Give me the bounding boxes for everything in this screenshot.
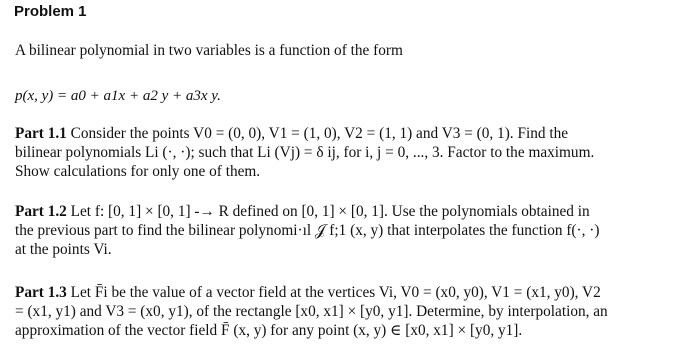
- part-1-1-line-2: bilinear polynomials Li (·, ·); such that Li (Vj) = δ ij, for i, j = 0, ..., 3. Factor to the maximum.: [15, 144, 595, 161]
- part-1-1-text-1: Consider the points V0 = (0, 0), V1 = (1, 0), V2 = (1, 1) and V3 = (0, 1). Find the: [70, 125, 569, 142]
- part-1-1-line-3: Show calculations for only one of them.: [15, 163, 261, 180]
- part-1-2-line-2: the previous part to find the bilinear polynomi·ıl 𝒥 f;1 (x, y) that interpolates the function f(·, ·): [15, 222, 600, 239]
- part-1-3-label: Part 1.3: [15, 284, 67, 301]
- part-1-2-line-1: [15, 203, 590, 221]
- part-1-2-line-3: at the points Vi.: [15, 241, 112, 258]
- part-1-2-label: Part 1.2: [15, 203, 67, 220]
- part-1-1-line-1: [15, 125, 568, 143]
- problem-title: Problem 1: [14, 3, 87, 20]
- part-1-1-label: Part 1.1: [15, 125, 67, 142]
- problem-intro: A bilinear polynomial in two variables is a function of the form: [15, 42, 403, 59]
- part-1-3-line-3: approximation of the vector field F̄ (x, y) for any point (x, y) ∈ [x0, x1] × [y0, y1].: [15, 322, 523, 339]
- bilinear-formula: p(x, y) = a0 + a1x + a2 y + a3x y.: [15, 88, 221, 104]
- part-1-3-line-2: = (x1, y1) and V3 = (x0, y1), of the rectangle [x0, x1] × [y0, y1]. Determine, by interpolation, an: [15, 303, 608, 320]
- part-1-2-text-1: Let f: [0, 1] × [0, 1] -→ R defined on [0, 1] × [0, 1]. Use the polynomials obtained in: [70, 203, 590, 220]
- part-1-3-line-1: [15, 284, 601, 302]
- part-1-3-text-1: Let F̄i be the value of a vector field at the vertices Vi, V0 = (x0, y0), V1 = (x1, y0), V2: [70, 284, 601, 301]
